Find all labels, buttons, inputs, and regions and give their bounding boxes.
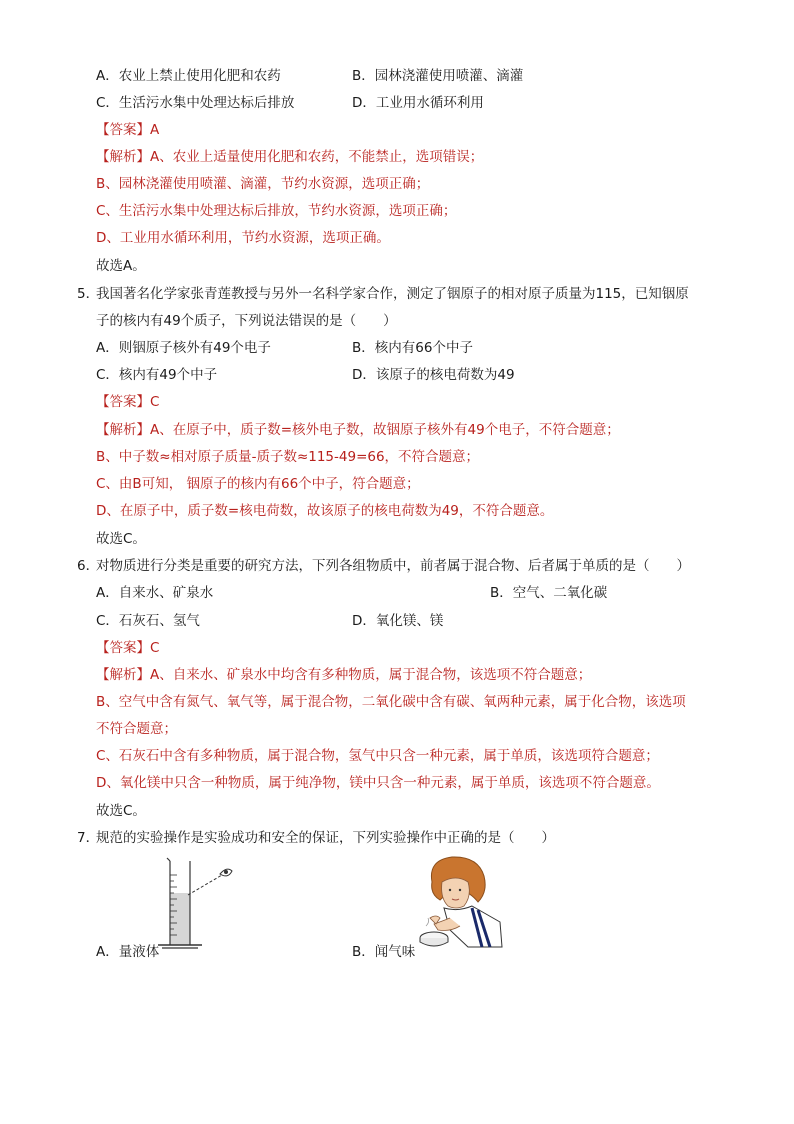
q6-option-c: C．石灰石、氢气	[96, 613, 200, 629]
q5-option-b: B．核内有66个中子	[352, 340, 473, 356]
smelling-gas-figure	[410, 852, 510, 952]
q6-number: 6．	[77, 558, 100, 574]
q7-option-b: B．闻气味	[352, 944, 416, 960]
q7-number: 7．	[77, 830, 100, 846]
q6-analysis-line: 不符合题意；	[96, 721, 177, 737]
face	[442, 878, 470, 908]
q4-option-d: D．工业用水循环利用	[352, 95, 484, 111]
q6-answer: 【答案】C	[96, 640, 160, 656]
q4-analysis-line: D、工业用水循环利用，节约水资源，选项正确。	[96, 230, 390, 246]
eye-icon	[220, 869, 232, 876]
liquid	[170, 893, 190, 945]
q5-conclusion: 故选C。	[96, 531, 146, 547]
q6-option-b: B．空气、二氧化碳	[490, 585, 608, 601]
q5-stem: 子的核内有49个质子，下列说法错误的是（ ）	[96, 313, 397, 329]
q6-analysis-line: C、石灰石中含有多种物质，属于混合物，氢气中只含一种元素，属于单质，该选项符合题意；	[96, 748, 659, 764]
q6-conclusion: 故选C。	[96, 803, 146, 819]
q4-analysis-line: 【解析】A、农业上适量使用化肥和农药，不能禁止，选项错误；	[96, 149, 484, 165]
q5-analysis-line: B、中子数≈相对原子质量-质子数≈115-49=66，不符合题意；	[96, 449, 480, 465]
q5-number: 5．	[77, 286, 100, 302]
q6-stem: 对物质进行分类是重要的研究方法，下列各组物质中，前者属于混合物、后者属于单质的是（ ）	[96, 558, 690, 574]
q4-analysis-line: C、生活污水集中处理达标后排放，节约水资源，选项正确；	[96, 203, 457, 219]
q5-stem: 我国著名化学家张青莲教授与另外一名科学家合作，测定了铟原子的相对原子质量为115，已知铟原	[96, 286, 689, 302]
q5-analysis-line: 【解析】A、在原子中，质子数=核外电子数，故铟原子核外有49个电子，不符合题意；	[96, 422, 620, 438]
q7-stem: 规范的实验操作是实验成功和安全的保证，下列实验操作中正确的是（ ）	[96, 830, 555, 846]
graduated-cylinder-figure	[150, 855, 240, 955]
q4-answer: 【答案】A	[96, 122, 160, 138]
q6-analysis-line: D、氧化镁中只含一种物质，属于纯净物，镁中只含一种元素，属于单质，该选项不符合题意。	[96, 775, 660, 791]
q5-analysis-line: D、在原子中，质子数=核电荷数，故该原子的核电荷数为49，不符合题意。	[96, 503, 554, 519]
q4-option-b: B．园林浇灌使用喷灌、滴灌	[352, 68, 524, 84]
q4-option-c: C．生活污水集中处理达标后排放	[96, 95, 295, 111]
q6-analysis-line: B、空气中含有氮气、氧气等，属于混合物，二氧化碳中含有碳、氧两种元素，属于化合物，该选项	[96, 694, 686, 710]
q5-option-d: D．该原子的核电荷数为49	[352, 367, 515, 383]
q5-answer: 【答案】C	[96, 394, 160, 410]
q6-option-a: A．自来水、矿泉水	[96, 585, 214, 601]
q6-option-d: D．氧化镁、镁	[352, 613, 444, 629]
q4-conclusion: 故选A。	[96, 258, 146, 274]
q4-analysis-line: B、园林浇灌使用喷灌、滴灌，节约水资源，选项正确；	[96, 176, 430, 192]
q7-option-a: A．量液体	[96, 944, 160, 960]
q5-option-c: C．核内有49个中子	[96, 367, 218, 383]
q4-option-a: A．农业上禁止使用化肥和农药	[96, 68, 281, 84]
q5-option-a: A．则铟原子核外有49个电子	[96, 340, 271, 356]
q5-analysis-line: C、由B可知， 铟原子的核内有66个中子，符合题意；	[96, 476, 420, 492]
q6-analysis-line: 【解析】A、自来水、矿泉水中均含有多种物质，属于混合物，该选项不符合题意；	[96, 667, 592, 683]
